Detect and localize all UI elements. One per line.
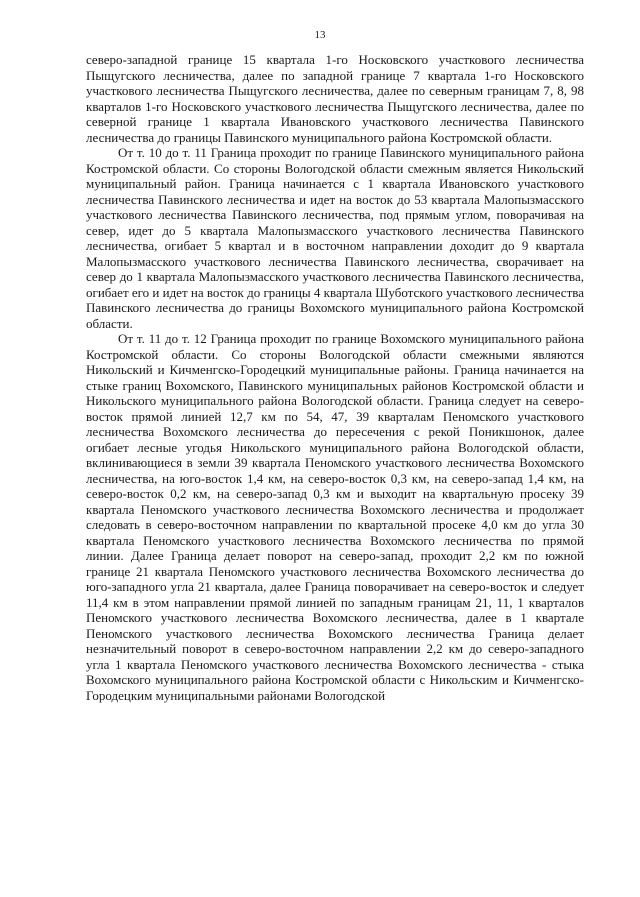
paragraph-point-11-12: От т. 11 до т. 12 Граница проходит по границе Вохомского муниципального района Костромской области. Со стороны Вологодской области смежными являются Никольский и Кичменгско-Городецкий муниципальные районы. Граница начинается на стыке границ Вохомского, Павинского муниципальных районов Костромской области и Никольского муниципального района Вологодской области. Граница следует на северо-восток прямой линией 12,7 км по 54, 47, 39 кварталам Пеномского участкового лесничества Вохомского лесничества до пересечения с рекой Поникшонок, далее огибает лесные угодья Никольского муниципального района Вологодской области, вклинивающиеся в земли 39 квартала Пеномского участкового лесничества Вохомского лесничества, на юго-восток 1,4 км, на северо-восток 0,3 км, на северо-запад 1,4 км, на северо-восток 0,2 км, на северо-запад 0,3 км и выходит на квартальную просеку 39 квартала Пеномского участкового лесничества Вохомского лесничества и продолжает следовать в северо-восточном направлении по квартальной просеке 4,0 км до угла 30 квартала Пеномского участкового лесничества Вохомского лесничества по прямой линии. Далее Граница делает поворот на северо-запад, проходит 2,2 км по южной границе 21 квартала Пеномского участкового лесничества Вохомского лесничества до юго-западного угла 21 квартала, далее Граница поворачивает на северо-восток и следует 11,4 км в этом направлении прямой линией по западным границам 21, 11, 1 кварталов Пеномского участкового лесничества Вохомского лесничества, далее в 1 квартале Пеномского участкового лесничества Вохомского лесничества Граница делает незначительный поворот в северо-восточном направлении 2,2 км до северо-западного угла 1 квартала Пеномского участкового лесничества Вохомского лесничества - стыка Вохомского муниципального района Костромской области с Никольским и Кичменгско-Городецким муниципальными районами Вологодской <box>86 331 584 703</box>
page-number: 13 <box>314 29 326 41</box>
paragraph-point-10-11: От т. 10 до т. 11 Граница проходит по границе Павинского муниципального района Костромской области. Со стороны Вологодской области смежным является Никольский муниципальный район. Граница начинается с 1 квартала Ивановского участкового лесничества Павинского лесничества и идет на восток до 53 квартала Малопызмасского участкового лесничества Павинского лесничества, под прямым углом, поворачивая на север, идет до 5 квартала Малопызмасского участкового лесничества Павинского лесничества, огибает 5 квартал и в восточном направлении доходит до 9 квартала Малопызмасского участкового лесничества Павинского лесничества, сворачивает на север до 1 квартала Малопызмасского участкового лесничества Павинского лесничества, огибает его и идет на восток до границы 4 квартала Шуботского участкового лесничества Павинского лесничества до границы Вохомского муниципального района Костромской области. <box>86 145 584 331</box>
paragraph-continuation: северо-западной границе 15 квартала 1-го Носковского участкового лесничества Пыщугского лесничества, далее по западной границе 7 квартала 1-го Носковского участкового лесничества Пыщугского лесничества, далее по северным границам 7, 8, 98 кварталов 1-го Носковского участкового лесничества Пыщугского лесничества, далее по северной границе 1 квартала Ивановского участкового лесничества Павинского лесничества до границы Павинского муниципального района Костромской области. <box>86 52 584 145</box>
document-body <box>86 52 584 703</box>
